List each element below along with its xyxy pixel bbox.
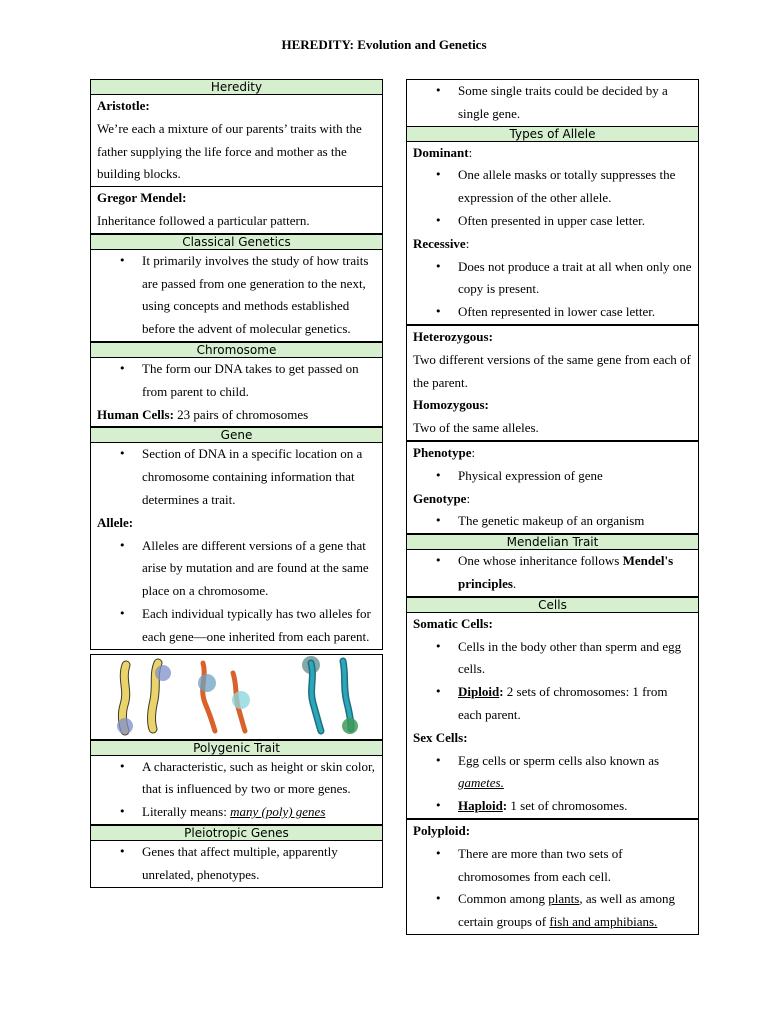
allele-bullet: • Alleles are different versions of a gene that arise by mutation and are found at the same place on a chromosome. bbox=[97, 535, 376, 603]
somatic-label: Somatic Cells: bbox=[413, 615, 493, 631]
allele-bullet: • Each individual typically has two alleles for each gene—one inherited from each parent. bbox=[97, 603, 376, 649]
left-column bbox=[90, 79, 383, 888]
mendelian-bullet bbox=[413, 550, 692, 596]
phenotype-colon: : bbox=[471, 444, 476, 460]
homozygous-label: Homozygous: bbox=[413, 397, 489, 413]
chromosome-header: Chromosome bbox=[91, 342, 382, 358]
chromosome-pairs-image bbox=[91, 655, 384, 739]
gene-bullet: • Section of DNA in a specific location on a chromosome containing information that determines a trait. bbox=[97, 443, 376, 511]
classical-genetics-section bbox=[90, 234, 383, 342]
recessive-colon: : bbox=[465, 235, 470, 251]
aristotle-text: We’re each a mixture of our parents’ traits with the father supplying the life force and mother as the building blocks. bbox=[97, 120, 362, 182]
mendelian-prefix: One whose inheritance follows bbox=[458, 553, 623, 569]
polygenic-bullet: • A characteristic, such as height or skin color, that is influenced by two or more genes. bbox=[97, 756, 376, 802]
heredity-section bbox=[90, 79, 383, 234]
pleiotropic-section bbox=[90, 825, 383, 888]
dominant-colon: : bbox=[468, 144, 473, 160]
polyploid-section bbox=[406, 819, 699, 935]
fish-amphibians-link[interactable]: fish and amphibians. bbox=[549, 914, 658, 930]
cells-section bbox=[406, 597, 699, 819]
classical-genetics-header: Classical Genetics bbox=[91, 234, 382, 250]
genotype-colon: : bbox=[466, 490, 471, 506]
chromosome-bullet: • The form our DNA takes to get passed on from parent to child. bbox=[97, 358, 376, 404]
diploid-label: Diploid bbox=[458, 684, 500, 700]
phenotype-section bbox=[406, 441, 699, 534]
mendel-text: Inheritance followed a particular pattern. bbox=[97, 212, 310, 228]
allele-types-section bbox=[406, 127, 699, 325]
plants-link[interactable]: plants bbox=[548, 891, 580, 907]
cells-header: Cells bbox=[407, 597, 698, 613]
sex-cells-prefix: Egg cells or sperm cells also known as bbox=[458, 752, 660, 768]
genotype-label: Genotype bbox=[413, 490, 467, 506]
dominant-label: Dominant bbox=[413, 144, 469, 160]
phenotype-bullet: • Physical expression of gene bbox=[413, 465, 692, 488]
single-trait-bullet: • Some single traits could be decided by a single gene. bbox=[413, 80, 692, 126]
dominant-bullet: • Often presented in upper case letter. bbox=[413, 210, 692, 233]
chromosome-illustration bbox=[91, 654, 382, 740]
homozygous-text: Two of the same alleles. bbox=[413, 420, 539, 436]
haploid-bullet bbox=[413, 795, 692, 818]
gene-header: Gene bbox=[91, 427, 382, 443]
gametes-term: gametes. bbox=[458, 775, 504, 791]
polyploid-common-prefix: Common among bbox=[458, 891, 549, 907]
polygenic-header: Polygenic Trait bbox=[91, 741, 382, 756]
single-trait-section bbox=[406, 79, 699, 127]
pleiotropic-bullet: • Genes that affect multiple, apparently unrelated, phenotypes. bbox=[97, 841, 376, 887]
mendelian-principles: Mendel's principles bbox=[458, 553, 674, 591]
page-title: HEREDITY: Evolution and Genetics bbox=[281, 37, 487, 52]
classical-genetics-bullet: • It primarily involves the study of how traits are passed from one generation to the next, using concepts and methods established before the advent of molecular genetics. bbox=[97, 250, 376, 341]
mendelian-suffix: . bbox=[512, 575, 517, 591]
haploid-text: 1 set of chromosomes. bbox=[507, 798, 628, 814]
polygenic-bullet-meaning bbox=[97, 801, 376, 824]
chromosome-section bbox=[90, 342, 383, 427]
right-column bbox=[406, 79, 699, 935]
gene-section bbox=[90, 427, 383, 649]
somatic-bullet: • Cells in the body other than sperm and egg cells. bbox=[413, 636, 692, 682]
recessive-bullet: • Often represented in lower case letter. bbox=[413, 301, 692, 324]
sex-cells-label: Sex Cells: bbox=[413, 729, 468, 745]
diploid-bullet bbox=[413, 681, 692, 727]
pleiotropic-header: Pleiotropic Genes bbox=[91, 825, 382, 841]
heterozygous-label: Heterozygous: bbox=[413, 328, 493, 344]
haploid-colon: : bbox=[502, 798, 508, 814]
zygosity-section bbox=[406, 325, 699, 441]
human-cells-text: 23 pairs of chromosomes bbox=[173, 406, 309, 422]
allele-types-header: Types of Allele bbox=[407, 127, 698, 142]
chromosome-illustration-box bbox=[90, 654, 383, 741]
polyploid-bullet-common bbox=[413, 888, 692, 934]
diploid-text: 2 sets of chromosomes: 1 from each parent. bbox=[458, 684, 668, 722]
polyploid-common-middle: , as well as among certain groups of bbox=[458, 891, 676, 930]
human-cells-label: Human Cells: bbox=[97, 406, 174, 422]
allele-label: Allele: bbox=[97, 514, 134, 530]
aristotle-label: Aristotle: bbox=[97, 98, 150, 113]
dominant-bullet: • One allele masks or totally suppresses the expression of the other allele. bbox=[413, 164, 692, 210]
phenotype-label: Phenotype bbox=[413, 444, 472, 460]
polygenic-section bbox=[90, 741, 383, 825]
mendelian-section bbox=[406, 534, 699, 597]
mendel-label: Gregor Mendel: bbox=[97, 190, 187, 206]
diploid-colon: : bbox=[499, 684, 504, 700]
genotype-bullet: • The genetic makeup of an organism bbox=[413, 510, 692, 533]
polygenic-meaning-emphasis: many (poly) genes bbox=[230, 804, 326, 820]
recessive-label: Recessive bbox=[413, 235, 466, 251]
polyploid-label: Polyploid: bbox=[413, 822, 471, 838]
polyploid-bullet: • There are more than two sets of chromosomes from each cell. bbox=[413, 843, 692, 889]
polygenic-meaning-prefix: Literally means: bbox=[142, 804, 231, 820]
heterozygous-text: Two different versions of the same gene from each of the parent. bbox=[413, 351, 691, 390]
haploid-label: Haploid bbox=[458, 798, 503, 814]
heredity-header: Heredity bbox=[91, 80, 382, 95]
mendelian-header: Mendelian Trait bbox=[407, 534, 698, 550]
recessive-bullet: • Does not produce a trait at all when only one copy is present. bbox=[413, 256, 692, 302]
sex-cells-bullet bbox=[413, 750, 692, 796]
